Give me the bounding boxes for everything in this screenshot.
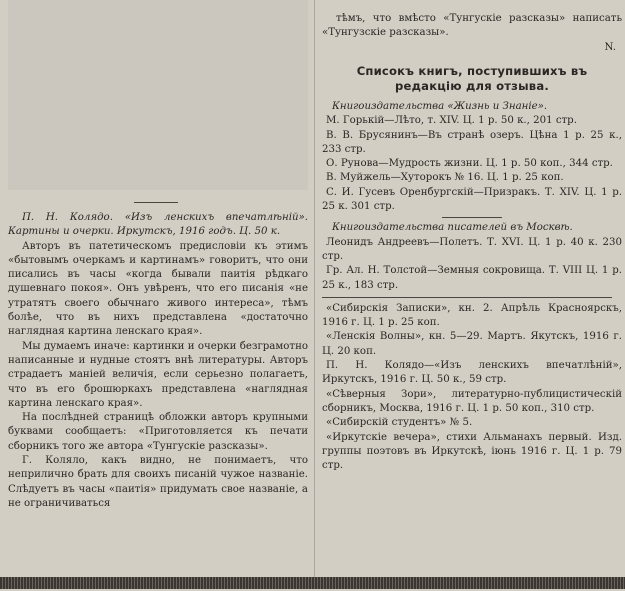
books-list-heading: Списокъ книгъ, поступившихъ въ редакцію для отзыва. xyxy=(356,64,588,93)
book-entry: М. Горькій—Лѣто, т. XIV. Ц. 1 р. 50 к., 201 стр. xyxy=(326,115,577,127)
column-divider xyxy=(314,0,315,577)
book-entry: «Сибирскія Записки», кн. 2. Апрѣль Красноярскъ, 1916 г. Ц. 1 р. 25 коп. xyxy=(322,302,622,329)
right-column xyxy=(322,0,622,591)
review-paragraph: Г. Коляло, какъ видно, не понимаетъ, что неприлично брать для своихъ писаній чужое названіе. Слѣдуетъ въ часы «паитія» придумать свое названіе, а не ограничиваться xyxy=(8,455,308,509)
left-column xyxy=(8,0,308,591)
list-divider xyxy=(322,297,612,298)
blank-area xyxy=(8,0,308,190)
review-paragraph: Мы думаемъ иначе: картинки и очерки безграмотно написанные и нудные стоятъ внѣ литературы. Авторъ страдаетъ маніей величія, если серьезно полагаетъ, что въ его брошюркахъ представлена «наглядная картина ленскаго края». xyxy=(8,340,308,409)
list-divider xyxy=(442,217,502,218)
book-entry: «Иркутскіе вечера», стихи Альманахъ первый. Изд. группы поэтовъ въ Иркутскѣ, іюнь 1916 г. Ц. 1 р. 79 стр. xyxy=(322,431,622,472)
continuation-text: тѣмъ, что вмѣсто «Тунгускіе разсказы» написать «Тунгузскіе разсказы». xyxy=(322,13,622,39)
book-entry: С. И. Гусевъ Оренбургскій—Призракъ. Т. XIV. Ц. 1 р. 25 к. 301 стр. xyxy=(322,186,622,213)
review-continuation xyxy=(322,12,622,55)
review-paragraph: Авторъ въ патетическомъ предисловіи къ этимъ «бытовымъ очеркамъ и картинамъ» говоритъ, что они писались въ часы «когда бывали паитія рѣдкаго душевнаго покоя». Онъ увѣренъ, что его писанія «не утратятъ своего обычнаго живого интереса», тѣмъ болѣе, что въ нихъ представлена «достаточно наглядная картина ленскаго края». xyxy=(8,240,308,338)
book-entry: В. Муйжель—Хуторокъ № 16. Ц. 1 р. 25 коп. xyxy=(326,172,564,184)
books-list xyxy=(322,100,622,473)
publisher-heading: Книгоиздательства писателей въ Москвѣ. xyxy=(332,222,573,234)
book-entry: П. Н. Колядо—«Изъ ленскихъ впечатлѣній», Иркутскъ, 1916 г. Ц. 50 к., 59 стр. xyxy=(322,360,622,386)
bottom-rule xyxy=(0,577,625,589)
review-signature: N. xyxy=(604,41,616,53)
section-divider xyxy=(134,202,178,203)
book-review xyxy=(8,211,308,511)
book-entry: Леонидъ Андреевъ—Полетъ. Т. XVI. Ц. 1 р. 40 к. 230 стр. xyxy=(322,236,622,262)
book-entry: Гр. Ал. Н. Толстой—Земныя сокровища. Т. VIII Ц. 1 р. 25 к., 183 стр. xyxy=(322,265,622,291)
book-entry: О. Рунова—Мудрость жизни. Ц. 1 р. 50 коп., 344 стр. xyxy=(326,158,613,170)
book-entry: «Сибирскій студентъ» № 5. xyxy=(326,417,473,429)
book-entry: В. В. Брусянинъ—Въ странѣ озеръ. Цѣна 1 р. 25 к., 233 стр. xyxy=(322,129,622,155)
book-entry: «Ленскія Волны», кн. 5—29. Мартъ. Якутскъ, 1916 г. Ц. 20 коп. xyxy=(322,331,622,357)
review-paragraph: На послѣдней страницѣ обложки авторъ крупными буквами сообщаетъ: «Приготовляется къ печати сборникъ того же автора «Тунгускіе разсказы». xyxy=(8,412,308,452)
review-citation: П. Н. Колядо. «Изъ ленскихъ впечатлѣній». Картины и очерки. Иркутскъ, 1916 годъ. Ц. 50 к. xyxy=(8,212,308,238)
publisher-heading: Книгоиздательства «Жизнь и Знаніе». xyxy=(332,101,548,112)
book-entry: «Сѣверныя Зори», литературно-публицистическій сборникъ, Москва, 1916 г. Ц. 1 р. 50 коп., 310 стр. xyxy=(322,388,622,414)
